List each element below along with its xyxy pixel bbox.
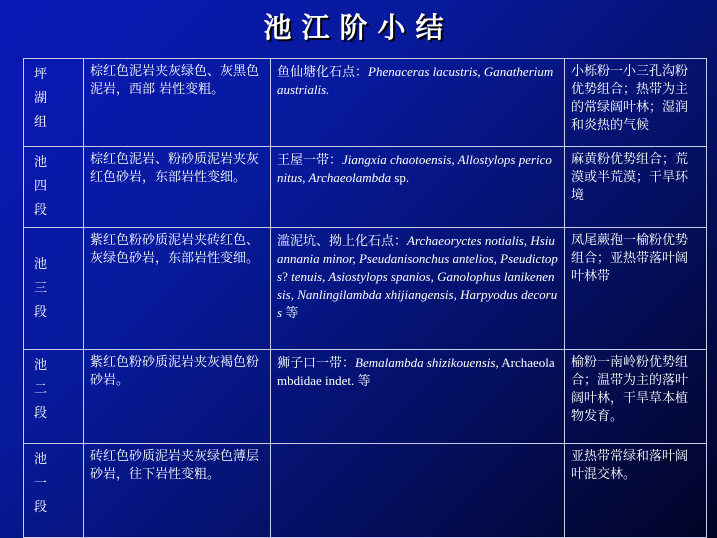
unit-char: 段 [34,203,48,218]
fauna-cell [271,444,565,538]
page-title: 池江阶小结 [263,11,454,44]
flora-cell: 凤尾蕨孢一榆粉优势组合；亚热带落叶阔叶林带 [565,228,707,350]
unit-char: 一 [34,476,48,491]
stratigraphy-table [23,58,707,538]
flora-cell: 榆粉一南岭粉优势组合；温带为主的落叶阔叶林，干旱草本植物发育。 [565,350,707,444]
fauna-cell [271,228,565,350]
unit-char: 三 [34,280,48,296]
table-row [24,228,707,350]
table-row [24,147,707,228]
fauna-text: sp. [391,170,410,185]
species-name: Jiangxia chaotoensis, Allostylops periconitus, Archaeolambda [277,152,552,185]
lithology-cell: 紫红色粉砂质泥岩夹灰褐色粉砂岩。 [84,350,271,444]
unit-char: 组 [34,115,48,130]
unit-char: 二 [34,382,48,397]
fauna-cell [271,59,565,147]
unit-char: 段 [34,406,48,421]
unit-cell [24,147,84,228]
fauna-text: ? [282,269,292,284]
fauna-cell [271,147,565,228]
unit-cell [24,350,84,444]
fauna-text: 王屋一带： [277,152,343,167]
table-row [24,350,707,444]
unit-char: 四 [34,179,48,194]
species-name: Phenaceras lacustris, Ganatherium austrialis. [277,64,554,97]
species-name: tenuis, Asiostylops spanios, Ganolophus lanikenensis, Nanlingilambda xhijiangensis, Harpyodus decorus [277,269,558,320]
unit-char: 坪 [34,67,48,82]
table-row [24,59,707,147]
flora-cell: 亚热带常绿和落叶阔叶混交林。 [565,444,707,538]
fauna-text: 狮子口一带： [277,355,356,370]
flora-cell: 麻黄粉优势组合；荒漠或半荒漠；干旱环境 [565,147,707,228]
fauna-text: 鱼仙塘化石点： [277,64,369,79]
lithology-cell: 棕红色泥岩、粉砂质泥岩夹灰红色砂岩，东部岩性变细。 [84,147,271,228]
lithology-cell: 棕红色泥岩夹灰绿色、灰黑色泥岩，西部 岩性变粗。 [84,59,271,147]
unit-char: 池 [34,256,48,272]
unit-cell [24,228,84,350]
unit-char: 湖 [34,91,48,106]
unit-cell [24,444,84,538]
fauna-text: 等 [282,305,299,320]
unit-cell [24,59,84,147]
fauna-cell [271,350,565,444]
lithology-cell: 紫红色粉砂质泥岩夹砖红色、灰绿色砂岩，东部岩性变细。 [84,228,271,350]
fauna-text: Archaeolambdidae indet. 等 [277,355,555,388]
fauna-text: 滥泥坑、拗上化石点： [277,233,408,248]
lithology-cell: 砖红色砂质泥岩夹灰绿色薄层砂岩，往下岩性变粗。 [84,444,271,538]
species-name: Archaeoryctes notialis, Hsiuannania minor, Pseudanisonchus antelios, Pseudictops [277,233,558,284]
unit-char: 段 [34,500,48,515]
unit-char: 段 [34,304,48,320]
species-name: Bemalambda shizikouensis, [355,355,499,370]
table-row [24,444,707,538]
unit-char: 池 [34,358,48,373]
unit-char: 池 [34,155,48,170]
unit-char: 池 [34,452,48,467]
flora-cell: 小栎粉一小三孔沟粉优势组合；热带为主的常绿阔叶林；湿润和炎热的气候 [565,59,707,147]
